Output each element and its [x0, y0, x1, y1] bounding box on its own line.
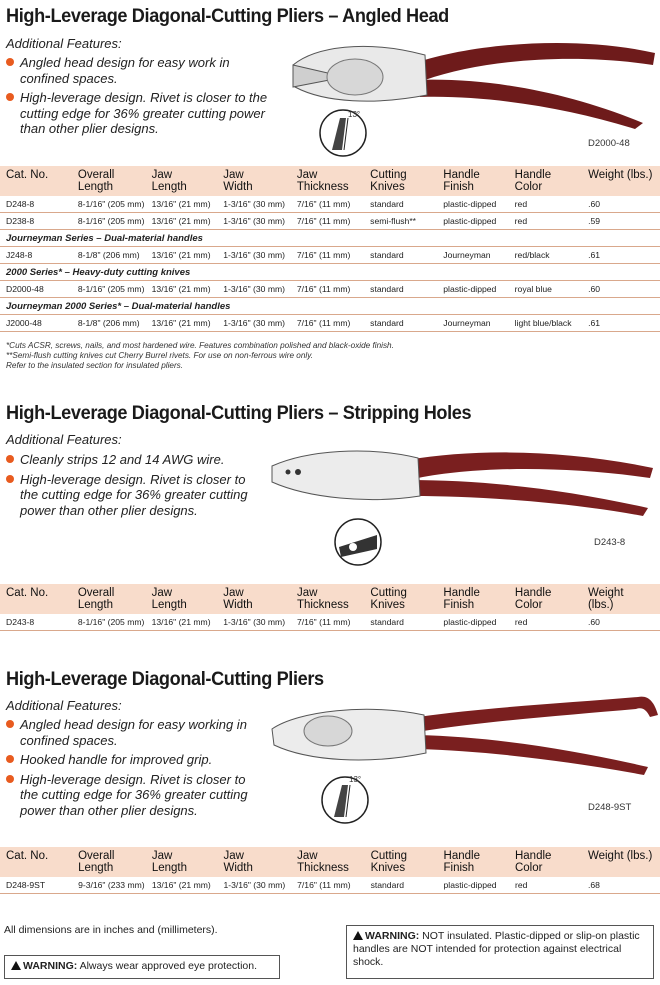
- stripping-detail-icon: [333, 517, 383, 567]
- table-header-row: [0, 166, 660, 196]
- series-subheading: Journeyman Series – Dual-material handles: [0, 230, 660, 247]
- cell-jaw-thickness: 7/16" (11 mm): [297, 614, 370, 631]
- plier-image-hooked-handle: [268, 685, 660, 775]
- cell-handle-finish: Journeyman: [443, 315, 514, 332]
- col-handle-finish: Handle Finish: [443, 166, 514, 196]
- col-handle-finish: Handle Finish: [443, 584, 515, 614]
- col-handle-color: Handle Color: [515, 166, 588, 196]
- cell-cutting-knives: standard: [370, 281, 443, 298]
- col-handle-color: Handle Color: [515, 584, 588, 614]
- col-cutting-knives: Cutting Knives: [370, 166, 443, 196]
- bullet-icon: [6, 58, 14, 66]
- warning-triangle-icon: [11, 961, 21, 970]
- angle-label: 13°: [349, 775, 362, 784]
- cell-jaw-thickness: 7/16" (11 mm): [297, 315, 370, 332]
- feature-item: Angled head design for easy working in confined spaces.: [6, 717, 264, 748]
- cell-jaw-length: 13/16" (21 mm): [152, 614, 224, 631]
- spec-table: [0, 166, 660, 332]
- table-notes: *Cuts ACSR, screws, nails, and most hardened wire. Features combination polished and black-oxide finish. **Semi-flush cutting knives cut Cherry Burrel rivets. For use on non-ferrous wire only. Refer to the insulated section for insulated pliers.: [6, 341, 394, 370]
- table-row: [0, 196, 660, 213]
- series-subheading-row: [0, 298, 660, 315]
- cell-overall-length: 8-1/16" (205 mm): [78, 196, 152, 213]
- series-subheading-row: [0, 230, 660, 247]
- cell-weight: .61: [588, 247, 660, 264]
- col-jaw-length: Jaw Length: [152, 584, 224, 614]
- col-jaw-thickness: Jaw Thickness: [297, 584, 370, 614]
- feature-item: High-leverage design. Rivet is closer to the cutting edge for 36% greater cutting power than other plier designs.: [6, 90, 276, 137]
- cell-jaw-width: 1-3/16" (30 mm): [223, 315, 297, 332]
- cell-cat-no: D243-8: [0, 614, 78, 631]
- cell-cutting-knives: standard: [371, 877, 444, 894]
- cell-cutting-knives: standard: [370, 196, 443, 213]
- cell-cat-no: J248-8: [0, 247, 78, 264]
- product-code: D2000-48: [588, 138, 630, 149]
- cell-jaw-thickness: 7/16" (11 mm): [297, 877, 370, 894]
- col-cutting-knives: Cutting Knives: [371, 847, 444, 877]
- col-weight: Weight (lbs.): [588, 847, 660, 877]
- cell-handle-finish: Journeyman: [443, 247, 514, 264]
- cell-handle-finish: plastic-dipped: [443, 281, 514, 298]
- section-title: High-Leverage Diagonal-Cutting Pliers: [6, 668, 324, 690]
- table-header-row: [0, 847, 660, 877]
- cell-cutting-knives: standard: [370, 315, 443, 332]
- feature-item: Cleanly strips 12 and 14 AWG wire.: [6, 452, 266, 468]
- col-jaw-width: Jaw Width: [223, 584, 297, 614]
- product-code: D248-9ST: [588, 802, 632, 813]
- cell-jaw-thickness: 7/16" (11 mm): [297, 247, 370, 264]
- cell-jaw-width: 1-3/16" (30 mm): [223, 213, 297, 230]
- bullet-icon: [6, 775, 14, 783]
- cell-weight: .68: [588, 877, 660, 894]
- cell-weight: .60: [588, 281, 660, 298]
- bullet-icon: [6, 475, 14, 483]
- col-jaw-width: Jaw Width: [223, 166, 297, 196]
- cell-jaw-width: 1-3/16" (30 mm): [223, 247, 297, 264]
- additional-features-label: Additional Features:: [6, 36, 122, 51]
- feature-item: Angled head design for easy work in confined spaces.: [6, 55, 276, 86]
- feature-item: High-leverage design. Rivet is closer to the cutting edge for 36% greater cutting power than other plier designs.: [6, 772, 264, 819]
- table-row: [0, 247, 660, 264]
- col-overall-length: Overall Length: [78, 584, 152, 614]
- cell-jaw-length: 13/16" (21 mm): [152, 315, 224, 332]
- cell-handle-color: red: [515, 614, 588, 631]
- col-handle-color: Handle Color: [515, 847, 588, 877]
- section-title: High-Leverage Diagonal-Cutting Pliers – Stripping Holes: [6, 402, 472, 424]
- col-overall-length: Overall Length: [78, 166, 152, 196]
- angle-label: 13°: [348, 110, 361, 119]
- cell-cat-no: D248-9ST: [0, 877, 78, 894]
- cell-jaw-length: 13/16" (21 mm): [152, 247, 224, 264]
- cell-jaw-width: 1-3/16" (30 mm): [223, 877, 297, 894]
- col-cat-no: Cat. No.: [0, 166, 78, 196]
- col-weight: Weight (lbs.): [588, 166, 660, 196]
- cell-handle-finish: plastic-dipped: [443, 213, 514, 230]
- table-header-row: [0, 584, 660, 614]
- cell-overall-length: 8-1/8" (206 mm): [78, 315, 152, 332]
- cell-cat-no: J2000-48: [0, 315, 78, 332]
- cell-cat-no: D248-8: [0, 196, 78, 213]
- cell-jaw-thickness: 7/16" (11 mm): [297, 196, 370, 213]
- col-cutting-knives: Cutting Knives: [370, 584, 443, 614]
- feature-list: [6, 55, 276, 137]
- table-row: [0, 213, 660, 230]
- col-jaw-width: Jaw Width: [223, 847, 297, 877]
- cell-handle-color: light blue/black: [515, 315, 588, 332]
- cell-overall-length: 8-1/16" (205 mm): [78, 614, 152, 631]
- series-subheading: 2000 Series* – Heavy-duty cutting knives: [0, 264, 660, 281]
- bullet-icon: [6, 755, 14, 763]
- table-row: [0, 614, 660, 631]
- cell-handle-color: red: [515, 877, 588, 894]
- insulation-warning: WARNING: NOT insulated. Plastic-dipped or slip-on plastic handles are NOT intended for protection against electrical shock.: [346, 925, 654, 979]
- series-subheading-row: [0, 264, 660, 281]
- additional-features-label: Additional Features:: [6, 698, 122, 713]
- cell-jaw-width: 1-3/16" (30 mm): [223, 614, 297, 631]
- cell-cat-no: D2000-48: [0, 281, 78, 298]
- cell-handle-color: royal blue: [515, 281, 588, 298]
- table-row: [0, 877, 660, 894]
- cell-jaw-thickness: 7/16" (11 mm): [297, 213, 370, 230]
- cell-cutting-knives: standard: [370, 247, 443, 264]
- bullet-icon: [6, 93, 14, 101]
- angle-diagram-icon: [320, 775, 370, 825]
- cell-weight: .60: [588, 614, 660, 631]
- col-jaw-thickness: Jaw Thickness: [297, 166, 370, 196]
- warning-triangle-icon: [353, 931, 363, 940]
- feature-list: [6, 717, 264, 818]
- cell-jaw-width: 1-3/16" (30 mm): [223, 281, 297, 298]
- cell-handle-color: red: [515, 213, 588, 230]
- col-jaw-length: Jaw Length: [152, 166, 224, 196]
- col-cat-no: Cat. No.: [0, 584, 78, 614]
- cell-handle-finish: plastic-dipped: [443, 196, 514, 213]
- cell-handle-finish: plastic-dipped: [444, 877, 515, 894]
- cell-cutting-knives: standard: [370, 614, 443, 631]
- cell-jaw-thickness: 7/16" (11 mm): [297, 281, 370, 298]
- cell-jaw-length: 13/16" (21 mm): [152, 196, 224, 213]
- cell-jaw-length: 13/16" (21 mm): [152, 213, 224, 230]
- spec-table: [0, 847, 660, 894]
- cell-overall-length: 8-1/8" (206 mm): [78, 247, 152, 264]
- cell-handle-color: red/black: [515, 247, 588, 264]
- section-title: High-Leverage Diagonal-Cutting Pliers – Angled Head: [6, 5, 449, 27]
- table-row: [0, 281, 660, 298]
- cell-cat-no: D238-8: [0, 213, 78, 230]
- table-row: [0, 315, 660, 332]
- feature-item: High-leverage design. Rivet is closer to the cutting edge for 36% greater cutting power than other plier designs.: [6, 472, 266, 519]
- cell-jaw-length: 13/16" (21 mm): [152, 877, 224, 894]
- col-jaw-length: Jaw Length: [152, 847, 224, 877]
- cell-weight: .61: [588, 315, 660, 332]
- bullet-icon: [6, 455, 14, 463]
- cell-overall-length: 9-3/16" (233 mm): [78, 877, 152, 894]
- bullet-icon: [6, 720, 14, 728]
- feature-item: Hooked handle for improved grip.: [6, 752, 264, 768]
- cell-jaw-length: 13/16" (21 mm): [152, 281, 224, 298]
- plier-image-stripping-holes: [268, 438, 660, 518]
- col-jaw-thickness: Jaw Thickness: [297, 847, 370, 877]
- cell-weight: .59: [588, 213, 660, 230]
- cell-cutting-knives: semi-flush**: [370, 213, 443, 230]
- cell-handle-finish: plastic-dipped: [443, 614, 515, 631]
- cell-overall-length: 8-1/16" (205 mm): [78, 213, 152, 230]
- feature-list: [6, 452, 266, 518]
- cell-jaw-width: 1-3/16" (30 mm): [223, 196, 297, 213]
- col-cat-no: Cat. No.: [0, 847, 78, 877]
- product-code: D243-8: [594, 537, 626, 548]
- col-overall-length: Overall Length: [78, 847, 152, 877]
- col-weight: Weight (lbs.): [588, 584, 660, 614]
- angle-diagram-icon: [318, 108, 368, 158]
- dimensions-note: All dimensions are in inches and (millimeters).: [4, 924, 218, 936]
- additional-features-label: Additional Features:: [6, 432, 122, 447]
- cell-handle-color: red: [515, 196, 588, 213]
- series-subheading: Journeyman 2000 Series* – Dual-material handles: [0, 298, 660, 315]
- cell-overall-length: 8-1/16" (205 mm): [78, 281, 152, 298]
- eye-protection-warning: WARNING: Always wear approved eye protection.: [4, 955, 280, 979]
- col-handle-finish: Handle Finish: [444, 847, 515, 877]
- spec-table: [0, 584, 660, 631]
- cell-weight: .60: [588, 196, 660, 213]
